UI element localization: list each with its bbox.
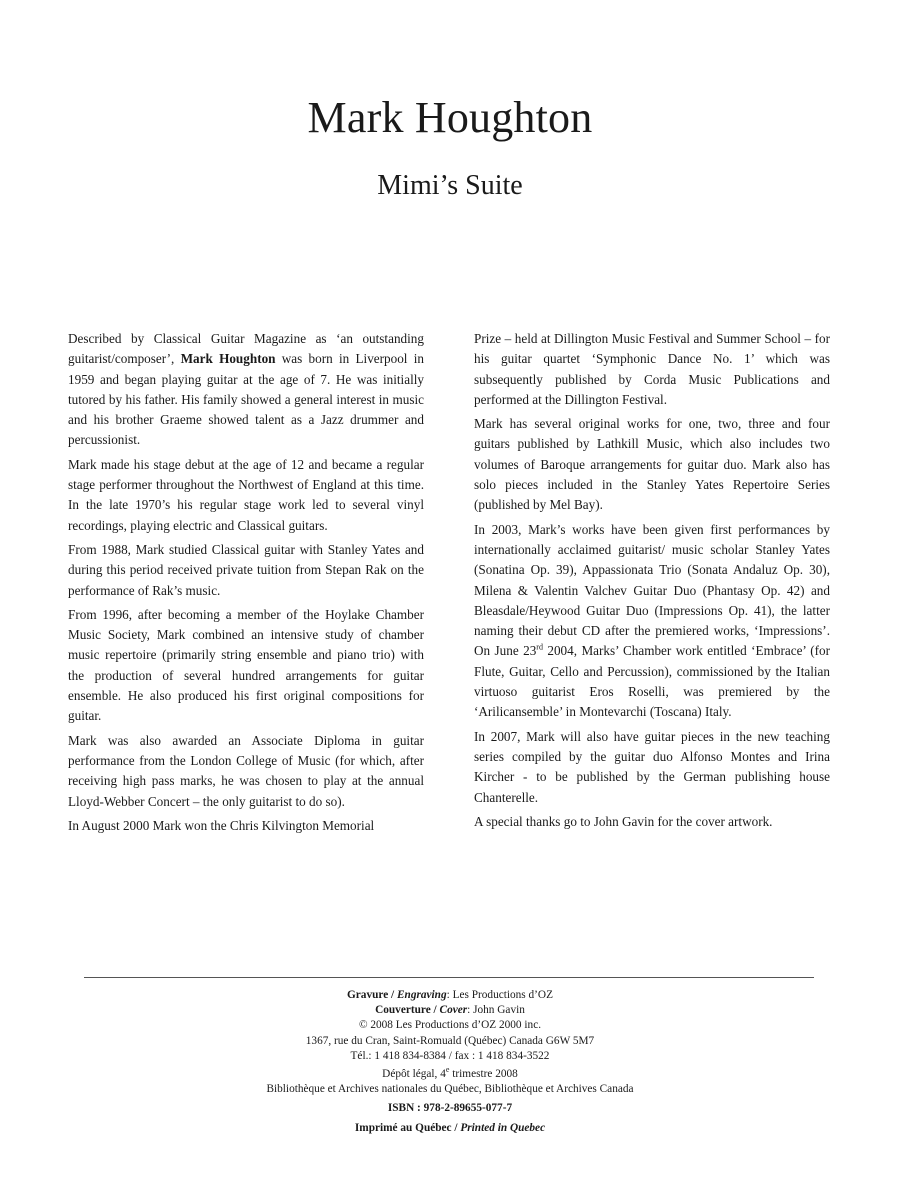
- cover-credit: [0, 1003, 900, 1018]
- legal-deposit: [0, 1067, 900, 1082]
- bio-paragraph: Mark was also awarded an Associate Diploma in guitar performance from the London College of Music (for which, after receiving high pass marks, he was chosen to play at the annual Lloyd-Webber Concert – the only guitarist to do so).: [68, 732, 424, 809]
- separator: /: [430, 1004, 440, 1017]
- engraving-label-fr: Gravure: [347, 989, 389, 1001]
- legal-text: Dépôt légal, 4: [382, 1068, 446, 1081]
- bio-text: Described by Classical Guitar Magazine as ‘an outstanding guitarist/composer’,: [68, 331, 424, 367]
- bio-paragraph: From 1996, after becoming a member of the Hoylake Chamber Music Society, Mark combined an intensive study of chamber music repertoire (primarily string ensemble and piano trio) with the production of several hundred arrangements for guitar ensemble. He also produced his first original compositions for guitar.: [68, 606, 424, 724]
- engraving-label-en: Engraving: [397, 989, 447, 1001]
- bio-name-bold: Mark Houghton: [180, 351, 276, 367]
- work-title: Mimi’s Suite: [377, 170, 523, 201]
- isbn: [0, 1101, 900, 1116]
- ordinal-superscript: rd: [536, 643, 543, 653]
- cover-label-en: Cover: [439, 1004, 468, 1017]
- publisher-address: 1367, rue du Cran, Saint-Romuald (Québec) Canada G6W 5M7: [305, 1034, 595, 1047]
- library-credit: Bibliothèque et Archives nationales du Québec, Bibliothèque et Archives Canada: [266, 1083, 634, 1096]
- printed-in: [0, 1121, 900, 1136]
- bio-column-right: [474, 329, 830, 836]
- isbn-text: ISBN : 978-2-89655-077-7: [387, 1102, 513, 1115]
- bio-text: was born in Liverpool in 1959 and began playing guitar at the age of 7. He was initially tutored by his father. His family showed a general interest in music and his brother Graeme showed talent as a Jazz drummer and percussionist.: [68, 351, 424, 448]
- composer-name: Mark Houghton: [307, 93, 593, 142]
- colophon: [0, 988, 900, 1136]
- ordinal-superscript: e: [445, 1065, 450, 1075]
- bio-text: In 2003, Mark’s works have been given first performances by internationally acclaimed guitarist/ music scholar Stanley Yates (Sonatina Op. 39), Appassionata Trio (Sonata Andaluz Op. 30), Milena & Valentin Valchev Guitar Duo (Phantasy Op. 42) and Bleasdale/Heywood Guitar Duo (Impressions Op. 41), the latter naming their debut CD after the premiered works, ‘Impressions’. On June 23: [474, 521, 830, 659]
- copyright-line: © 2008 Les Productions d’OZ 2000 inc.: [358, 1019, 542, 1032]
- publisher-phone: Tél.: 1 418 834-8384 / fax : 1 418 834-3522: [350, 1049, 550, 1062]
- printed-en: Printed in Quebec: [460, 1121, 546, 1134]
- separator: /: [388, 989, 398, 1001]
- bio-paragraph: Prize – held at Dillington Music Festival and Summer School – for his guitar quartet ‘Symphonic Dance No. 1’ which was subsequently published by Corda Music Publications and performed at the Dillington Festival.: [474, 331, 830, 407]
- cover-label-fr: Couverture: [375, 1004, 431, 1017]
- bio-paragraph: A special thanks go to John Gavin for the cover artwork.: [474, 813, 773, 829]
- engraving-value: : Les Productions d’OZ: [446, 989, 553, 1001]
- bio-paragraph: From 1988, Mark studied Classical guitar with Stanley Yates and during this period received private tuition from Stepan Rak on the performance of Rak’s music.: [68, 541, 424, 598]
- printed-fr: Imprimé au Québec: [354, 1121, 452, 1134]
- bio-paragraph: In 2007, Mark will also have guitar pieces in the new teaching series compiled by the guitar duo Alfonso Montes and Irina Kircher - to be published by the German publishing house Chanterelle.: [474, 728, 830, 805]
- colophon-divider: [84, 977, 814, 978]
- bio-paragraph: [474, 520, 830, 723]
- separator: /: [451, 1121, 461, 1134]
- bio-text: 2004, Marks’ Chamber work entitled ‘Embrace’ (for Flute, Guitar, Cello and Percussion), commissioned by the Italian virtuoso guitarist Eros Roselli, was premiered by the ‘Arilicansemble’ in Montevarchi (Toscana) Italy.: [474, 643, 831, 720]
- bio-paragraph: In August 2000 Mark won the Chris Kilvington Memorial: [68, 817, 375, 833]
- bio-paragraph: [68, 329, 424, 451]
- bio-paragraph: Mark has several original works for one, two, three and four guitars published by Lathkill Music, which also includes two volumes of Baroque arrangements for guitar duo. Mark also has solo pieces included in the Stanley Yates Repertoire Series (published by Mel Bay).: [474, 416, 830, 513]
- legal-text: trimestre 2008: [449, 1068, 518, 1081]
- bio-column-left: [68, 329, 424, 840]
- bio-paragraph: Mark made his stage debut at the age of 12 and became a regular stage performer throughout the Northwest of England at this time. In the late 1970’s his regular stage work led to several vinyl recordings, playing electric and Classical guitars.: [68, 456, 424, 533]
- engraving-credit: [0, 988, 900, 1003]
- cover-value: : John Gavin: [467, 1004, 525, 1017]
